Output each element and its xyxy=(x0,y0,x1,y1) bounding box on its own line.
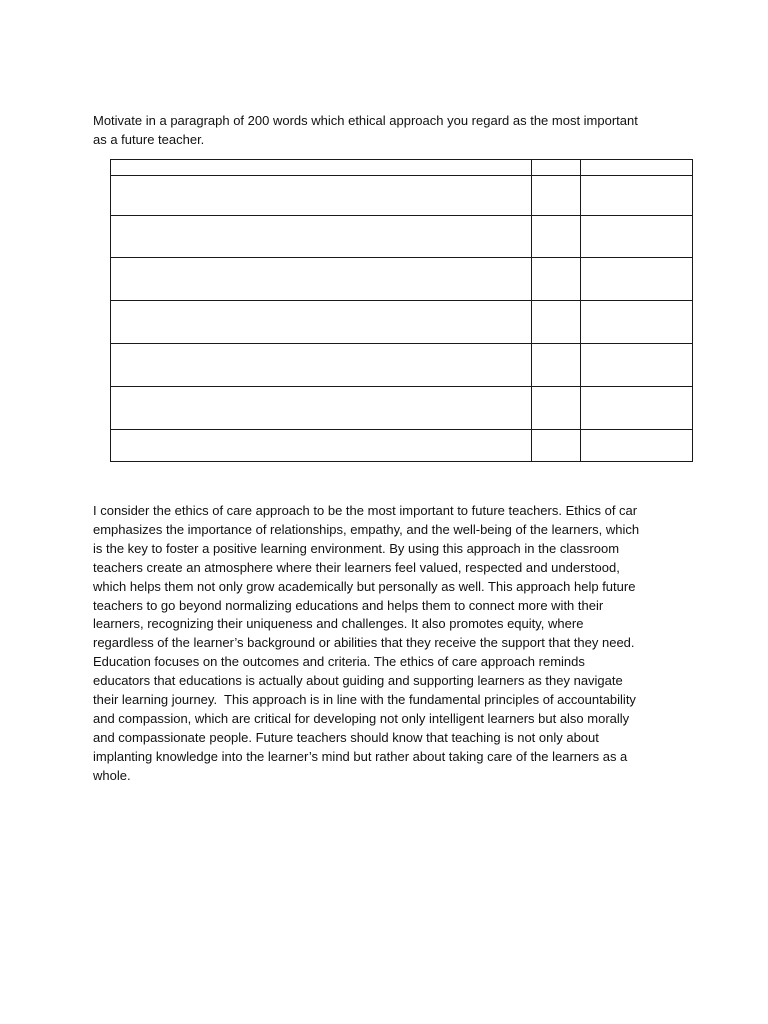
answer-line: their learning journey. This approach is in line with the fundamental principles of accountability xyxy=(93,692,636,708)
table-cell xyxy=(111,430,532,462)
table-row xyxy=(111,176,693,216)
table-cell xyxy=(581,216,693,258)
table-cell xyxy=(581,344,693,387)
answer-line: emphasizes the importance of relationships, empathy, and the well-being of the learners, which xyxy=(93,521,640,537)
answer-line: Education focuses on the outcomes and criteria. The ethics of care approach reminds xyxy=(93,654,585,670)
table-cell xyxy=(111,258,532,301)
answer-line: implanting knowledge into the learner’s mind but rather about taking care of the learners as a xyxy=(93,748,628,764)
table-cell xyxy=(532,160,581,176)
table-cell xyxy=(111,301,532,344)
answer-line: and compassionate people. Future teachers should know that teaching is not only about xyxy=(93,729,599,745)
table-cell xyxy=(532,430,581,462)
table-cell xyxy=(111,160,532,176)
table-cell xyxy=(532,301,581,344)
table-cell xyxy=(532,344,581,387)
table-cell xyxy=(532,176,581,216)
answer-line: is the key to foster a positive learning environment. By using this approach in the classroom xyxy=(93,540,620,556)
answer-line: I consider the ethics of care approach to be the most important to future teachers. Ethics of car xyxy=(93,503,638,518)
table-row xyxy=(111,301,693,344)
answer-line: and compassion, which are critical for developing not only intelligent learners but also morally xyxy=(93,710,630,726)
answer-line: which helps them not only grow academically but personally as well. This approach help future xyxy=(93,578,636,594)
table-cell xyxy=(581,387,693,430)
answer-line: regardless of the learner’s background or abilities that they receive the support that they need. xyxy=(93,635,635,651)
table-row xyxy=(111,344,693,387)
answer-line: teachers create an atmosphere where their learners feel valued, respected and understood, xyxy=(93,559,620,575)
table-cell xyxy=(111,176,532,216)
answer-line: teachers to go beyond normalizing educations and helps them to connect more with their xyxy=(93,597,604,613)
table-cell xyxy=(581,301,693,344)
table-row xyxy=(111,216,693,258)
table-row xyxy=(111,258,693,301)
table-cell xyxy=(111,216,532,258)
answer-paragraph xyxy=(93,502,683,786)
table-cell xyxy=(532,258,581,301)
table-cell xyxy=(532,216,581,258)
table-cell xyxy=(581,160,693,176)
table-cell xyxy=(581,258,693,301)
table-cell xyxy=(581,176,693,216)
answer-line: whole. xyxy=(93,767,131,783)
table-cell xyxy=(532,387,581,430)
table-header-row xyxy=(111,160,693,176)
prompt-line: Motivate in a paragraph of 200 words which ethical approach you regard as the most important xyxy=(93,113,638,128)
table-cell xyxy=(581,430,693,462)
answer-line: learners, recognizing their uniqueness and challenges. It also promotes equity, where xyxy=(93,616,584,632)
table-cell xyxy=(111,344,532,387)
table-row xyxy=(111,430,693,462)
empty-rubric-table xyxy=(110,159,693,462)
prompt-line: as a future teacher. xyxy=(93,131,205,147)
question-prompt xyxy=(93,112,683,149)
table-row xyxy=(111,387,693,430)
answer-line: educators that educations is actually about guiding and supporting learners as they navigate xyxy=(93,673,623,689)
table-cell xyxy=(111,387,532,430)
